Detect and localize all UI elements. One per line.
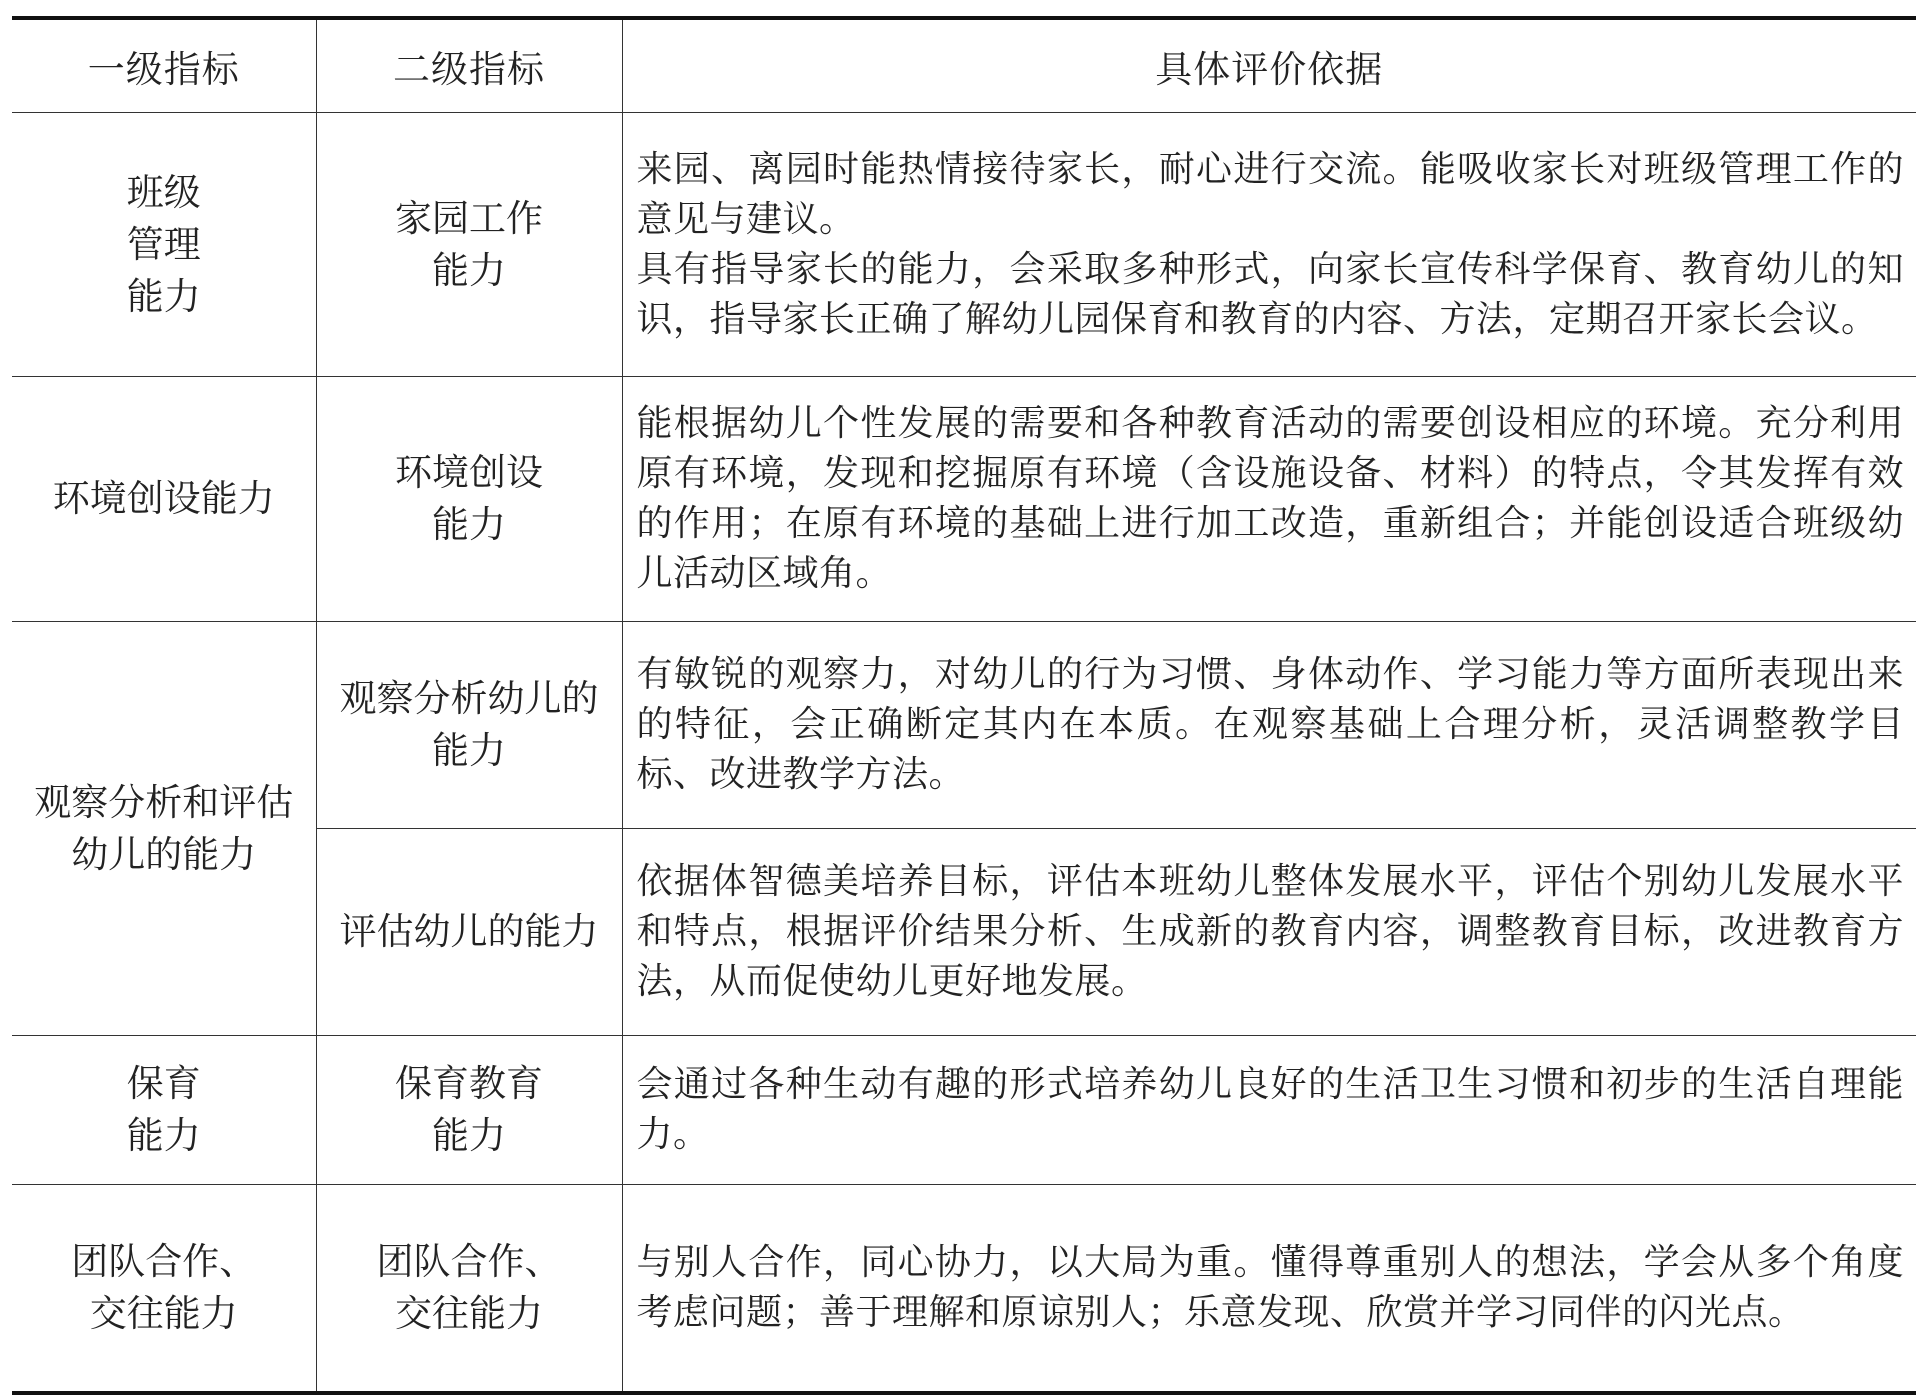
criteria-cell	[622, 829, 1916, 1036]
criteria-paragraph: 依据体智德美培养目标，评估本班幼儿整体发展水平，评估个别幼儿发展水平和特点，根据评价结果分析、生成新的教育内容，调整教育目标，改进教育方法，从而促使幼儿更好地发展。	[636, 861, 1904, 1002]
level2-cell: 家园工作 能力	[316, 113, 622, 377]
table-row	[12, 377, 1916, 622]
level1-cell: 团队合作、 交往能力	[12, 1185, 316, 1394]
level2-cell: 环境创设 能力	[316, 377, 622, 622]
level2-cell: 团队合作、 交往能力	[316, 1185, 622, 1394]
table-row	[12, 622, 1916, 829]
criteria-paragraph: 来园、离园时能热情接待家长，耐心进行交流。能吸收家长对班级管理工作的意见与建议。	[636, 148, 1904, 240]
table-header-row	[12, 18, 1916, 113]
level1-cell: 环境创设能力	[12, 377, 316, 622]
criteria-cell	[622, 622, 1916, 829]
level1-cell: 观察分析和评估 幼儿的能力	[12, 622, 316, 1036]
criteria-cell	[622, 1036, 1916, 1185]
header-criteria: 具体评价依据	[622, 18, 1916, 113]
evaluation-table	[12, 16, 1916, 1395]
level2-cell: 保育教育 能力	[316, 1036, 622, 1185]
criteria-paragraph: 与别人合作，同心协力，以大局为重。懂得尊重别人的想法，学会从多个角度考虑问题；善于理解和原谅别人；乐意发现、欣赏并学习同伴的闪光点。	[636, 1242, 1904, 1333]
criteria-paragraph: 具有指导家长的能力，会采取多种形式，向家长宣传科学保育、教育幼儿的知识，指导家长正确了解幼儿园保育和教育的内容、方法，定期召开家长会议。	[636, 248, 1904, 340]
criteria-paragraph: 会通过各种生动有趣的形式培养幼儿良好的生活卫生习惯和初步的生活自理能力。	[636, 1064, 1904, 1155]
table-row	[12, 1036, 1916, 1185]
table-row	[12, 1185, 1916, 1394]
criteria-cell	[622, 113, 1916, 377]
level1-cell: 班级 管理 能力	[12, 113, 316, 377]
level2-cell: 观察分析幼儿的 能力	[316, 622, 622, 829]
criteria-paragraph: 有敏锐的观察力，对幼儿的行为习惯、身体动作、学习能力等方面所表现出来的特征，会正确断定其内在本质。在观察基础上合理分析，灵活调整教学目标、改进教学方法。	[636, 654, 1904, 795]
table-row	[12, 113, 1916, 377]
header-level2: 二级指标	[316, 18, 622, 113]
level2-cell: 评估幼儿的能力	[316, 829, 622, 1036]
criteria-paragraph: 能根据幼儿个性发展的需要和各种教育活动的需要创设相应的环境。充分利用原有环境，发现和挖掘原有环境（含设施设备、材料）的特点，令其发挥有效的作用；在原有环境的基础上进行加工改造，重新组合；并能创设适合班级幼儿活动区域角。	[636, 403, 1904, 594]
criteria-cell	[622, 1185, 1916, 1394]
evaluation-table-page	[12, 16, 1916, 1395]
header-level1: 一级指标	[12, 18, 316, 113]
criteria-cell	[622, 377, 1916, 622]
level1-cell: 保育 能力	[12, 1036, 316, 1185]
